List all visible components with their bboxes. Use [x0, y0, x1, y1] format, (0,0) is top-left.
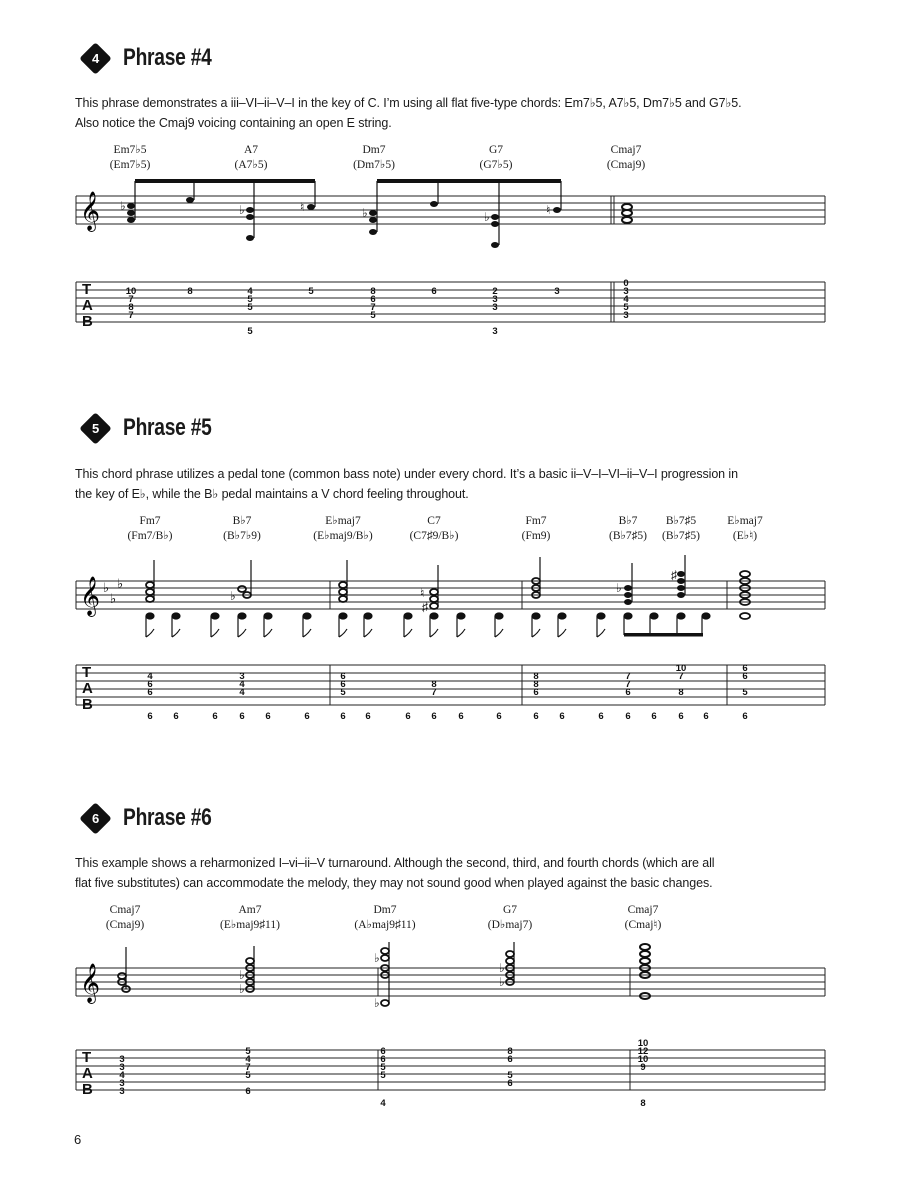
svg-text:6: 6: [405, 711, 411, 722]
phrase-5-chord-symbols: [0, 514, 900, 554]
svg-text:♮: ♮: [300, 200, 305, 214]
svg-text:5: 5: [247, 326, 253, 337]
svg-text:6: 6: [598, 711, 604, 722]
treble-clef-icon: 𝄞: [80, 577, 101, 615]
svg-text:10: 10: [125, 286, 137, 297]
page-number: 6: [74, 1132, 82, 1147]
svg-text:6: 6: [703, 711, 709, 722]
svg-text:8: 8: [431, 679, 437, 690]
svg-text:3: 3: [623, 310, 629, 321]
svg-text:♭: ♭: [239, 203, 245, 217]
svg-text:6: 6: [380, 1054, 386, 1065]
music-staff: [76, 968, 825, 996]
svg-text:8: 8: [533, 671, 539, 682]
svg-text:10: 10: [637, 1054, 649, 1065]
chord-symbol: B♭7 (B♭7♯5): [608, 515, 647, 542]
svg-text:6: 6: [340, 679, 346, 690]
svg-text:5: 5: [742, 687, 748, 698]
note-heads: [127, 197, 561, 248]
svg-text:4: 4: [245, 1054, 251, 1065]
svg-text:6: 6: [173, 711, 179, 722]
svg-text:♮: ♮: [420, 586, 425, 600]
svg-text:7: 7: [431, 687, 437, 698]
svg-text:♭: ♭: [117, 576, 124, 591]
beams: [135, 179, 561, 183]
svg-text:5: 5: [245, 1046, 251, 1057]
svg-text:6: 6: [533, 711, 539, 722]
tab-pedal-frets: [147, 711, 747, 722]
chord-symbol: Cmaj7 (Cmaj♮): [624, 904, 662, 931]
chord-symbol: Dm7 (Dm7♭5): [353, 144, 395, 171]
svg-text:5: 5: [245, 1070, 251, 1081]
chord-symbol: Cmaj7 (Cmaj9): [105, 904, 145, 931]
svg-text:12: 12: [637, 1046, 649, 1057]
svg-text:2: 2: [492, 286, 498, 297]
svg-text:9: 9: [640, 1062, 646, 1073]
svg-text:8: 8: [370, 286, 376, 297]
svg-text:7: 7: [678, 671, 684, 682]
chord-symbol: Em7♭5 (Em7♭5): [109, 144, 151, 171]
svg-text:7: 7: [370, 302, 376, 313]
chord-symbol: Cmaj7 (Cmaj9): [606, 144, 646, 171]
chord-symbol: E♭maj7 (E♭♮): [727, 515, 763, 542]
svg-text:7: 7: [128, 310, 134, 321]
svg-text:T: T: [82, 1049, 92, 1066]
svg-text:4: 4: [239, 687, 245, 698]
chord-symbol: B♭7♯5 (B♭7♯5): [661, 515, 700, 542]
accidentals: [230, 568, 677, 614]
svg-text:6: 6: [496, 711, 502, 722]
svg-text:3: 3: [119, 1086, 125, 1097]
svg-text:6: 6: [147, 711, 153, 722]
svg-text:6: 6: [380, 1046, 386, 1057]
svg-text:♭: ♭: [616, 581, 622, 595]
svg-text:♭: ♭: [110, 591, 117, 606]
note-stems-and-beams: [135, 181, 561, 245]
chord-symbol: B♭7 (B♭7♭9): [223, 515, 261, 542]
svg-text:6: 6: [559, 711, 565, 722]
section-number-badge: 4: [79, 42, 112, 75]
svg-text:6: 6: [458, 711, 464, 722]
svg-text:5: 5: [370, 310, 376, 321]
svg-text:6: 6: [742, 711, 748, 722]
svg-text:6: 6: [533, 687, 539, 698]
svg-text:♭: ♭: [499, 975, 505, 989]
svg-text:♭: ♭: [239, 968, 245, 982]
svg-text:A: A: [82, 1065, 93, 1082]
svg-text:♮: ♮: [546, 203, 551, 217]
svg-text:♭: ♭: [230, 589, 236, 603]
svg-text:10: 10: [637, 1038, 649, 1049]
svg-text:6: 6: [265, 711, 271, 722]
svg-text:5: 5: [340, 687, 346, 698]
svg-text:6: 6: [431, 286, 437, 297]
whole-notes: [622, 204, 632, 223]
svg-text:6: 6: [431, 711, 437, 722]
half-notes: [118, 948, 514, 1006]
svg-text:♯: ♯: [671, 568, 677, 582]
phrase-6-description: This example shows a reharmonized I–vi–ii–V turnaround. Although the second, third, and fourth chords (which are all flat five substitutes) can accommodate the melody, they may not sound good when played against the basic changes.: [75, 856, 715, 890]
svg-text:7: 7: [245, 1062, 251, 1073]
svg-text:6: 6: [340, 711, 346, 722]
chord-symbol: Am7 (E♭maj9♯11): [220, 904, 280, 931]
chord-symbol: C7 (C7♯9/B♭): [409, 515, 459, 542]
svg-text:5: 5: [308, 286, 314, 297]
svg-text:4: 4: [380, 1098, 386, 1109]
svg-text:3: 3: [492, 294, 498, 305]
svg-text:♭: ♭: [484, 210, 490, 224]
treble-clef-icon: 𝄞: [80, 964, 101, 1002]
beam: [624, 633, 703, 637]
phrase-5-notation: [0, 555, 900, 730]
svg-text:6: 6: [651, 711, 657, 722]
chord-symbol: Fm7 (Fm9): [521, 515, 551, 542]
svg-text:10: 10: [675, 663, 687, 674]
svg-text:♭: ♭: [374, 951, 380, 965]
svg-text:7: 7: [128, 294, 134, 305]
chord-symbol: Dm7 (A♭maj9♯11): [354, 904, 416, 931]
svg-text:♭: ♭: [120, 199, 126, 213]
chord-symbol: Fm7 (Fm7/B♭): [127, 515, 173, 542]
whole-notes: [640, 944, 650, 999]
chord-symbol: A7 (A7♭5): [234, 144, 268, 171]
svg-text:3: 3: [119, 1062, 125, 1073]
svg-text:A: A: [82, 297, 93, 314]
svg-text:7: 7: [625, 671, 631, 682]
svg-text:6: 6: [239, 711, 245, 722]
svg-text:4: 4: [147, 671, 153, 682]
svg-text:3: 3: [119, 1054, 125, 1065]
svg-text:3: 3: [239, 671, 245, 682]
svg-text:6: 6: [742, 663, 748, 674]
svg-text:6: 6: [625, 711, 631, 722]
svg-text:4: 4: [247, 286, 253, 297]
svg-text:3: 3: [492, 302, 498, 313]
svg-text:8: 8: [187, 286, 193, 297]
svg-text:6: 6: [340, 671, 346, 682]
svg-text:5: 5: [507, 1070, 513, 1081]
tab-staff: [76, 665, 825, 705]
svg-text:B: B: [82, 313, 93, 330]
svg-text:6: 6: [365, 711, 371, 722]
svg-text:3: 3: [492, 326, 498, 337]
phrase-6-title: Phrase #6: [123, 804, 212, 831]
svg-text:T: T: [82, 664, 92, 681]
phrase-4-description: This phrase demonstrates a iii–VI–ii–V–I in the key of C. I’m using all flat five-type chords: Em7♭5, A7♭5, Dm7♭5 and G7♭5. Also notice the Cmaj9 voicing containing an open E string.: [75, 96, 742, 130]
svg-text:6: 6: [245, 1086, 251, 1097]
chord-symbol: G7 (D♭maj7): [487, 904, 533, 931]
phrase-4-heading: [80, 40, 234, 76]
svg-text:♯: ♯: [422, 600, 428, 614]
tab-label: [82, 664, 93, 713]
svg-text:T: T: [82, 281, 92, 298]
svg-text:5: 5: [623, 302, 629, 313]
svg-text:8: 8: [678, 687, 684, 698]
svg-text:6: 6: [742, 671, 748, 682]
svg-text:6: 6: [678, 711, 684, 722]
svg-text:8: 8: [533, 679, 539, 690]
note-stems: [126, 942, 514, 1003]
music-staff: [76, 581, 825, 609]
svg-text:6: 6: [370, 294, 376, 305]
svg-text:6: 6: [212, 711, 218, 722]
svg-text:4: 4: [239, 679, 245, 690]
section-number-badge: 5: [79, 412, 112, 445]
svg-text:♭: ♭: [362, 206, 368, 220]
tab-fret-numbers: [126, 278, 630, 337]
svg-text:B: B: [82, 1081, 93, 1098]
section-number-badge: 6: [79, 802, 112, 835]
svg-text:♭: ♭: [374, 996, 380, 1010]
phrase-6-chord-symbols: [0, 903, 900, 943]
svg-text:7: 7: [625, 679, 631, 690]
svg-text:3: 3: [119, 1078, 125, 1089]
svg-text:6: 6: [147, 679, 153, 690]
phrase-5-heading: [80, 410, 234, 446]
svg-text:♭: ♭: [103, 580, 110, 595]
svg-text:6: 6: [507, 1054, 513, 1065]
accidentals: [239, 951, 505, 1010]
svg-text:5: 5: [247, 302, 253, 313]
phrase-6-heading: [80, 800, 234, 836]
svg-text:B: B: [82, 696, 93, 713]
chord-symbol: E♭maj7 (E♭maj9/B♭): [313, 515, 373, 542]
svg-text:6: 6: [147, 687, 153, 698]
chord-symbol: G7 (G7♭5): [479, 144, 513, 171]
svg-text:4: 4: [623, 294, 629, 305]
phrase-6-notation: [0, 942, 900, 1112]
treble-clef-icon: 𝄞: [80, 192, 101, 230]
svg-text:6: 6: [507, 1078, 513, 1089]
phrase-4-title: Phrase #4: [123, 44, 212, 71]
phrase-5-description: This chord phrase utilizes a pedal tone (common bass note) under every chord. It’s a basic ii–V–I–VI–ii–V–I progression in the key of E♭, while the B♭ pedal maintains a V chord feeling throughout.: [75, 467, 738, 501]
svg-text:A: A: [82, 680, 93, 697]
svg-text:8: 8: [128, 302, 134, 313]
svg-text:5: 5: [247, 294, 253, 305]
svg-text:3: 3: [623, 286, 629, 297]
svg-text:4: 4: [119, 1070, 125, 1081]
tab-label: [82, 1049, 93, 1098]
svg-text:8: 8: [640, 1098, 646, 1109]
svg-text:6: 6: [625, 687, 631, 698]
svg-text:6: 6: [304, 711, 310, 722]
svg-text:8: 8: [507, 1046, 513, 1057]
svg-text:♭: ♭: [239, 982, 245, 996]
phrase-4-notation: [0, 170, 900, 345]
tab-label: [82, 281, 93, 330]
tab-staff: [76, 1050, 825, 1090]
svg-text:5: 5: [380, 1062, 386, 1073]
svg-text:5: 5: [380, 1070, 386, 1081]
svg-text:3: 3: [554, 286, 560, 297]
svg-text:♭: ♭: [499, 961, 505, 975]
phrase-5-title: Phrase #5: [123, 414, 212, 441]
svg-text:0: 0: [623, 278, 629, 289]
